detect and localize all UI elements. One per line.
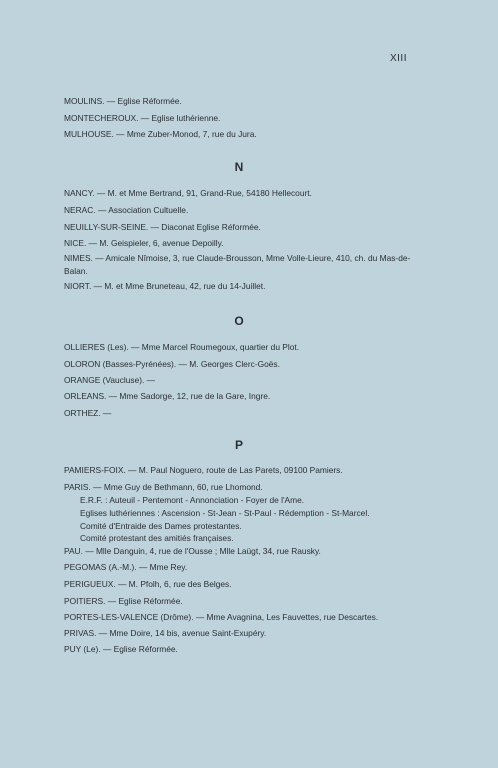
entry-portes-les-valence: PORTES-LES-VALENCE (Drôme). — Mme Avagnina, Les Fauvettes, rue Descartes.	[64, 612, 379, 622]
entry-paris-erf: E.R.F. : Auteuil - Pentemont - Annonciation - Foyer de l'Ame.	[80, 495, 305, 505]
entry-moulins: MOULINS. — Eglise Réformée.	[64, 96, 182, 106]
entry-paris-comite-amities: Comité protestant des amitiés françaises.	[80, 533, 234, 543]
entry-paris-comite-entraide: Comité d'Entraide des Dames protestantes.	[80, 521, 242, 531]
entry-neuilly: NEUILLY-SUR-SEINE. — Diaconat Eglise Réformée.	[64, 222, 261, 232]
entry-paris-lutheriennes: Eglises luthériennes : Ascension - St-Jean - St-Paul - Rédemption - St-Marcel.	[80, 508, 370, 518]
entry-nancy: NANCY. — M. et Mme Bertrand, 91, Grand-Rue, 54180 Hellecourt.	[64, 188, 312, 198]
entry-pamiers-foix: PAMIERS-FOIX. — M. Paul Noguero, route de Las Parets, 09100 Pamiers.	[64, 465, 343, 475]
entry-pegomas: PEGOMAS (A.-M.). — Mme Rey.	[64, 562, 188, 572]
section-letter-p: P	[234, 438, 243, 452]
entry-nimes: NIMES. — Amicale Nîmoise, 3, rue Claude-Brousson, Mme Volle-Lieure, 410, ch. du Mas-de-Balan.	[64, 253, 411, 276]
entry-nice: NICE. — M. Geispieler, 6, avenue Depoilly.	[64, 238, 224, 248]
entry-orange: ORANGE (Vaucluse). —	[64, 375, 156, 385]
entry-orleans: ORLEANS. — Mme Sadorge, 12, rue de la Gare, Ingre.	[64, 391, 271, 401]
entry-niort: NIORT. — M. et Mme Bruneteau, 42, rue du 14-Juillet.	[64, 281, 266, 291]
section-letter-o: O	[234, 314, 244, 328]
section-letter-n: N	[234, 160, 244, 174]
entry-montecheroux: MONTECHEROUX. — Eglise luthérienne.	[64, 113, 221, 123]
page-number: XIII	[389, 53, 407, 64]
entry-pau: PAU. — Mlle Danguin, 4, rue de l'Ousse ; Mlle Laügt, 34, rue Rausky.	[64, 546, 321, 556]
entry-privas: PRIVAS. — Mme Doire, 14 bis, avenue Saint-Exupéry.	[64, 628, 267, 638]
entry-mulhouse: MULHOUSE. — Mme Zuber-Monod, 7, rue du Jura.	[64, 129, 257, 139]
entry-nerac: NERAC. — Association Cultuelle.	[64, 205, 189, 215]
entry-ollieres: OLLIERES (Les). — Mme Marcel Roumegoux, quartier du Plot.	[64, 342, 300, 352]
entry-orthez: ORTHEZ. —	[64, 408, 112, 418]
entry-puy: PUY (Le). — Eglise Réformée.	[64, 644, 178, 654]
entry-poitiers: POITIERS. — Eglise Réformée.	[64, 596, 183, 606]
entry-paris: PARIS. — Mme Guy de Bethmann, 60, rue Lhomond.	[64, 482, 263, 492]
entry-perigueux: PERIGUEUX. — M. Pfolh, 6, rue des Belges.	[64, 579, 232, 589]
entry-oloron: OLORON (Basses-Pyrénées). — M. Georges Clerc-Goës.	[64, 359, 280, 369]
